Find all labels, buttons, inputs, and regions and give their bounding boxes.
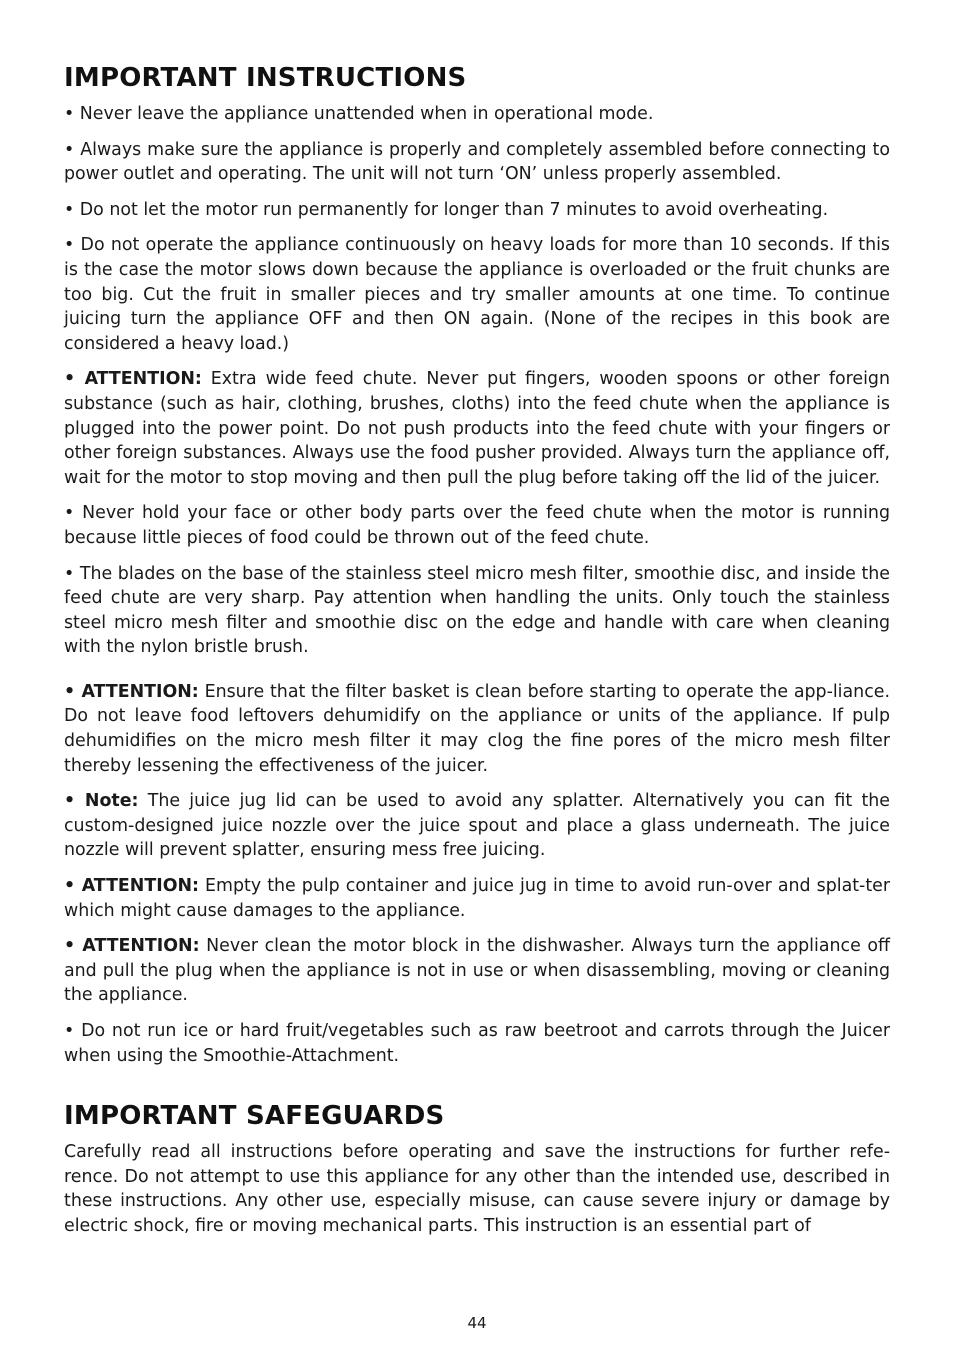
instruction-item <box>64 501 890 550</box>
section-title-instructions: IMPORTANT INSTRUCTIONS <box>64 63 467 93</box>
item-text: • Always make sure the appliance is properly and completely assembled before connecting to power outlet and operating. The unit will not turn ‘ON’ unless properly assembled. <box>64 139 890 185</box>
item-lead: • ATTENTION: <box>64 936 200 957</box>
item-lead: • ATTENTION: <box>64 681 199 702</box>
document-page <box>64 58 890 1250</box>
item-text: • Never leave the appliance unattended when in operational mode. <box>64 104 654 124</box>
item-lead: • ATTENTION: <box>64 369 202 390</box>
instruction-item <box>64 874 890 923</box>
section-title-safeguards: IMPORTANT SAFEGUARDS <box>64 1101 445 1132</box>
page-number: 44 <box>467 1314 487 1332</box>
instruction-item <box>64 680 890 778</box>
instruction-item <box>64 233 890 356</box>
instruction-item <box>64 102 890 127</box>
safeguards-paragraph: Carefully read all instructions before operating and save the instructions for further refe-rence. Do not attempt to use this appliance for any other than the intended use, described in these instructions. Any other use, especially misuse, can cause severe injury or damage by electric shock, fire or moving mechanical parts. This instruction is an essential part of <box>64 1142 890 1236</box>
item-text: The juice jug lid can be used to avoid any splatter. Alternatively you can fit the custom-designed juice nozzle over the juice spout and place a glass underneath. The juice nozzle will prevent splatter, ensuring mess free juicing. <box>64 791 890 861</box>
instruction-item <box>64 562 890 660</box>
instruction-item <box>64 934 890 1008</box>
instruction-item <box>64 1019 890 1068</box>
instruction-item <box>64 367 890 490</box>
item-lead: • Note: <box>64 791 139 812</box>
item-text: • Do not operate the appliance continuously on heavy loads for more than 10 seconds. If this is the case the motor slows down because the appliance is overloaded or the fruit chunks are too big. Cut the fruit in smaller pieces and try smaller amounts at one time. To continue juicing turn the appliance OFF and then ON again. (None of the recipes in this book are considered a heavy load.) <box>64 235 890 354</box>
item-text: Never clean the motor block in the dishwasher. Always turn the appliance off and pull the plug when the appliance is not in use or when disassembling, moving or cleaning the appliance. <box>64 936 890 1006</box>
item-text: Empty the pulp container and juice jug in time to avoid run-over and splat-ter which might cause damages to the appliance. <box>64 876 890 921</box>
instruction-item <box>64 789 890 863</box>
item-text: Ensure that the filter basket is clean before starting to operate the app-liance. Do not leave food leftovers dehumidify on the appliance or units of the appliance. If pulp dehumidifies on the micro mesh filter it may clog the fine pores of the micro mesh filter thereby lessening the effectiveness of the juicer. <box>64 681 890 776</box>
item-lead: • ATTENTION: <box>64 876 199 897</box>
item-text: • Do not run ice or hard fruit/vegetables such as raw beetroot and carrots through the Juicer when using the Smoothie-Attachment. <box>64 1021 890 1066</box>
item-text: • Never hold your face or other body parts over the feed chute when the motor is running because little pieces of food could be thrown out of the feed chute. <box>64 503 890 548</box>
instruction-item <box>64 198 890 223</box>
item-text: Extra wide feed chute. Never put fingers, wooden spoons or other foreign substance (such as hair, clothing, brushes, cloths) into the feed chute when the appliance is plugged into the power point. Do not push products into the feed chute with your fingers or other foreign substances. Always use the food pusher provided. Always turn the appliance off, wait for the motor to stop moving and then pull the plug before taking off the lid of the juicer. <box>64 369 890 488</box>
instruction-item <box>64 138 890 187</box>
item-text: • The blades on the base of the stainless steel micro mesh filter, smoothie disc, and inside the feed chute are very sharp. Pay attention when handling the units. Only touch the stainless steel micro mesh filter and smoothie disc on the edge and handle with care when cleaning with the nylon bristle brush. <box>64 563 890 658</box>
item-text: • Do not let the motor run permanently for longer than 7 minutes to avoid overheating. <box>64 199 829 220</box>
